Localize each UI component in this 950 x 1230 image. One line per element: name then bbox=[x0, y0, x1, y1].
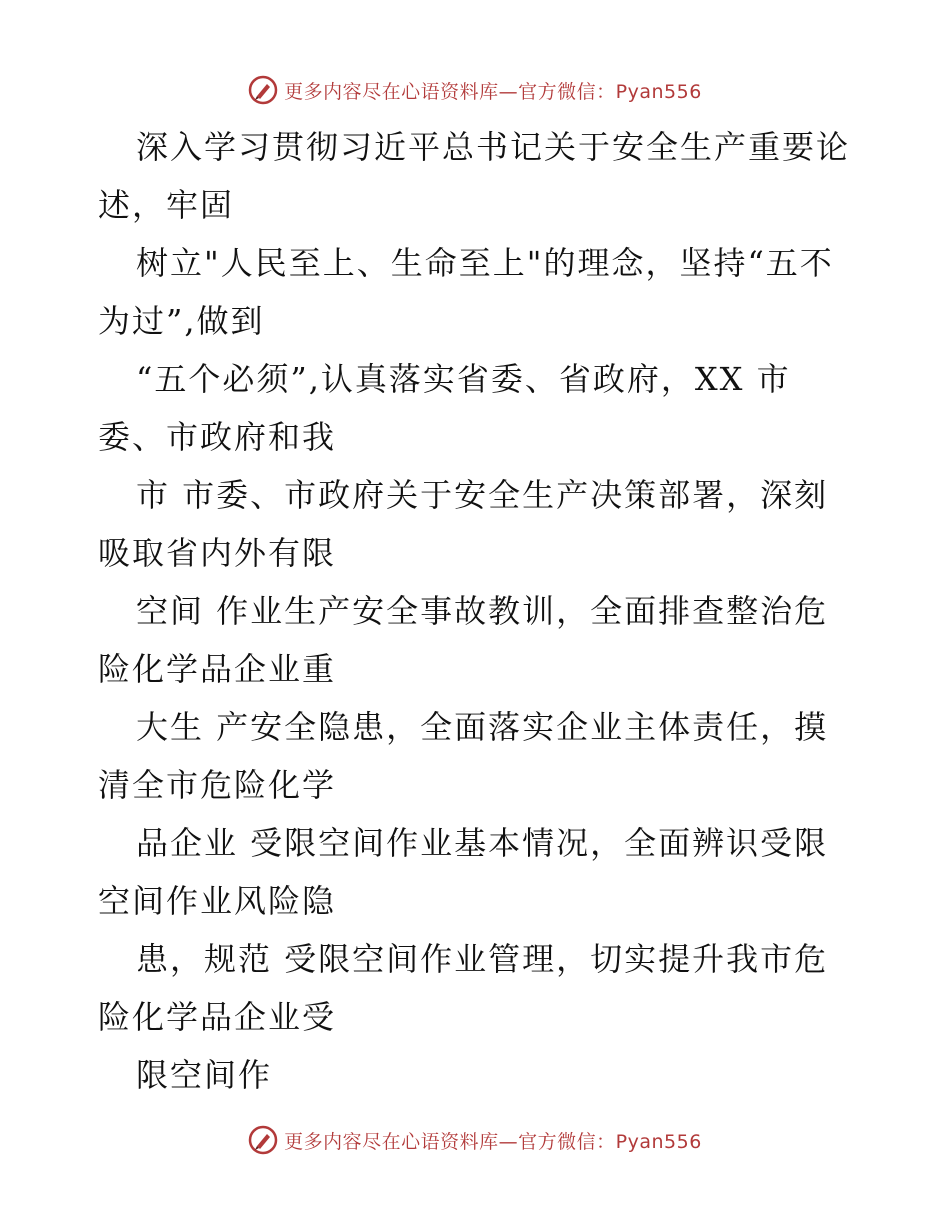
body-line: 委、市政府和我 bbox=[98, 418, 337, 456]
body-line: 市 市委、市政府关于安全生产决策部署，深刻 bbox=[136, 476, 829, 514]
pen-nib-logo-icon bbox=[248, 1125, 278, 1155]
body-line: 述，牢固 bbox=[98, 186, 235, 224]
header-banner bbox=[0, 70, 950, 110]
footer-banner bbox=[0, 1120, 950, 1160]
footer-banner-text: 更多内容尽在心语资料库—官方微信：Pyan556 bbox=[284, 1130, 702, 1153]
body-line: 大生 产安全隐患，全面落实企业主体责任，摸 bbox=[136, 708, 829, 746]
body-line: “五个必须”,认真落实省委、省政府，XX 市 bbox=[136, 360, 791, 398]
body-line: 患，规范 受限空间作业管理，切实提升我市危 bbox=[136, 940, 829, 978]
body-line: 险化学品企业受 bbox=[98, 998, 337, 1036]
body-line: 树立"人民至上、生命至上"的理念，坚持“五不 bbox=[136, 244, 834, 282]
body-line: 清全市危险化学 bbox=[98, 766, 337, 804]
body-line: 空间 作业生产安全事故教训，全面排查整治危 bbox=[136, 592, 829, 630]
body-line: 为过”,做到 bbox=[98, 302, 265, 340]
body-line: 吸取省内外有限 bbox=[98, 534, 337, 572]
body-line: 空间作业风险隐 bbox=[98, 882, 337, 920]
header-banner-text: 更多内容尽在心语资料库—官方微信：Pyan556 bbox=[284, 80, 702, 103]
body-line: 险化学品企业重 bbox=[98, 650, 337, 688]
body-line: 深入学习贯彻习近平总书记关于安全生产重要论 bbox=[136, 128, 851, 166]
document-body bbox=[98, 118, 858, 1104]
pen-nib-logo-icon bbox=[248, 75, 278, 105]
body-line: 品企业 受限空间作业基本情况，全面辨识受限 bbox=[136, 824, 829, 862]
body-line: 限空间作 bbox=[136, 1056, 273, 1094]
